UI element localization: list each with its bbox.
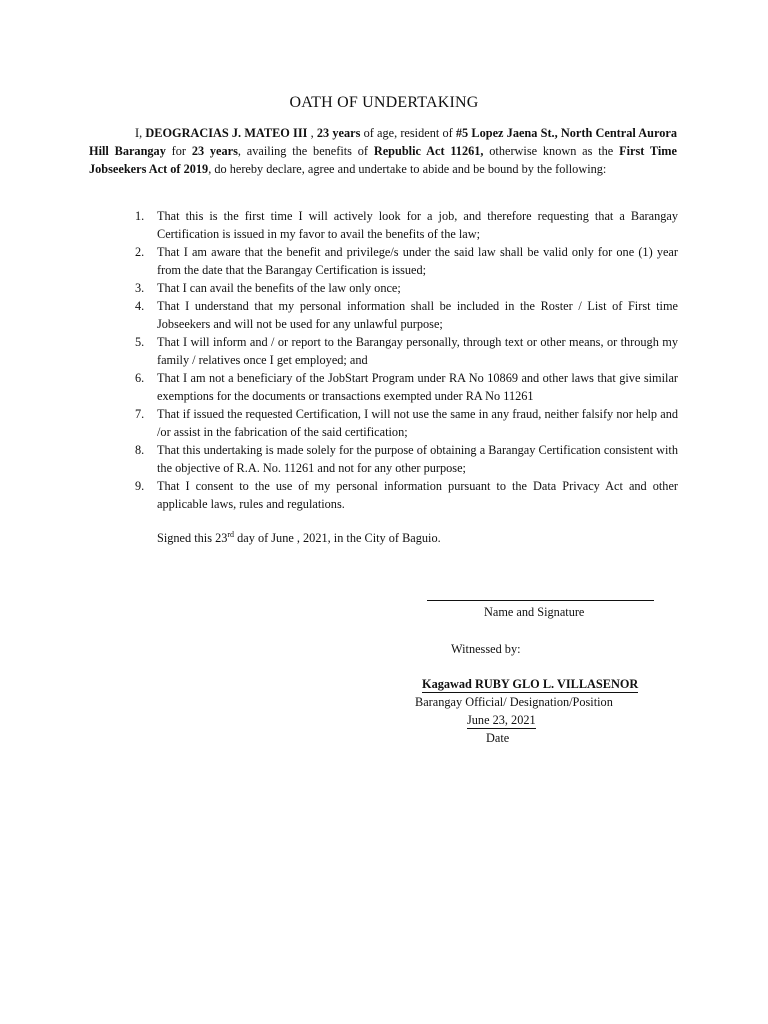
declarant-address: #5 Lopez Jaena St., North Central Aurora Hill Barangay <box>89 126 678 158</box>
intro-text-7: , do hereby declare, agree and undertake to abide and be bound by the following: <box>208 162 607 176</box>
list-item-text: That I am not a beneficiary of the JobStart Program under RA No 10869 and other laws that give similar exemptions for the documents or transactions exempted under RA No 11261 <box>157 371 678 403</box>
list-item <box>118 279 678 297</box>
signed-rest: day of June , 2021, in the City of Baguio. <box>234 531 441 545</box>
list-item-number: 2. <box>135 245 145 259</box>
intro-paragraph <box>89 124 677 178</box>
republic-act: Republic Act 11261, <box>373 144 484 158</box>
document-title: OATH OF UNDERTAKING <box>289 94 479 111</box>
list-item-number: 8. <box>135 443 145 457</box>
list-item <box>118 441 678 477</box>
intro-text-5: , availing the benefits of <box>237 144 374 158</box>
list-item-text: That this is the first time I will actively look for a job, and therefore requesting that a Barangay Certification is issued in my favor to avail the benefits of the law; <box>157 209 678 241</box>
declarant-age: 23 years <box>316 126 361 140</box>
list-item <box>118 333 678 369</box>
declarant-name: DEOGRACIAS J. MATEO III <box>145 126 308 140</box>
residency-duration: 23 years <box>191 144 238 158</box>
date-label: Date <box>486 731 510 745</box>
intro-text-6: otherwise known as the <box>483 144 620 158</box>
list-item-number: 5. <box>135 335 145 349</box>
intro-text-1: I, <box>135 126 146 140</box>
list-item-text: That I understand that my personal information shall be included in the Roster / List of First time Jobseekers and will not be used for any unlawful purpose; <box>157 299 678 331</box>
list-item-number: 4. <box>135 299 145 313</box>
list-item-number: 7. <box>135 407 145 421</box>
list-item-text: That I am aware that the benefit and privilege/s under the said law shall be valid only for one (1) year from the date that the Barangay Certification is issued; <box>157 245 678 277</box>
witness-name: Kagawad RUBY GLO L. VILLASENOR <box>422 677 639 691</box>
signed-statement <box>157 531 441 546</box>
signature-label: Name and Signature <box>484 605 585 619</box>
list-item-number: 3. <box>135 281 145 295</box>
witnessed-by-label: Witnessed by: <box>451 642 521 656</box>
signed-prefix: Signed this 23 <box>157 531 228 545</box>
list-item <box>118 477 678 513</box>
list-item-number: 1. <box>135 209 145 223</box>
list-item <box>118 243 678 279</box>
intro-text-4: for <box>165 144 192 158</box>
undertaking-list <box>118 207 678 513</box>
list-item-number: 6. <box>135 371 145 385</box>
witness-designation: Barangay Official/ Designation/Position <box>415 695 613 709</box>
act-name: First Time Jobseekers Act of 2019 <box>89 144 678 176</box>
list-item <box>118 297 678 333</box>
witness-date: June 23, 2021 <box>467 713 536 727</box>
list-item-text: That I can avail the benefits of the law only once; <box>157 281 401 295</box>
list-item-number: 9. <box>135 479 145 493</box>
list-item <box>118 207 678 243</box>
signed-day-suffix: rd <box>227 530 235 539</box>
intro-text-2: , <box>307 126 317 140</box>
intro-text-3: of age, resident of <box>360 126 456 140</box>
signature-line <box>427 600 654 601</box>
list-item-text: That I will inform and / or report to the Barangay personally, through text or other means, or through my family / relatives once I get employed; and <box>157 335 678 367</box>
list-item-text: That if issued the requested Certification, I will not use the same in any fraud, neither falsify nor help and /or assist in the fabrication of the said certification; <box>157 407 678 439</box>
list-item <box>118 369 678 405</box>
list-item <box>118 405 678 441</box>
list-item-text: That I consent to the use of my personal information pursuant to the Data Privacy Act and other applicable laws, rules and regulations. <box>157 479 678 511</box>
list-item-text: That this undertaking is made solely for the purpose of obtaining a Barangay Certification consistent with the objective of R.A. No. 11261 and not for any other purpose; <box>157 443 678 475</box>
